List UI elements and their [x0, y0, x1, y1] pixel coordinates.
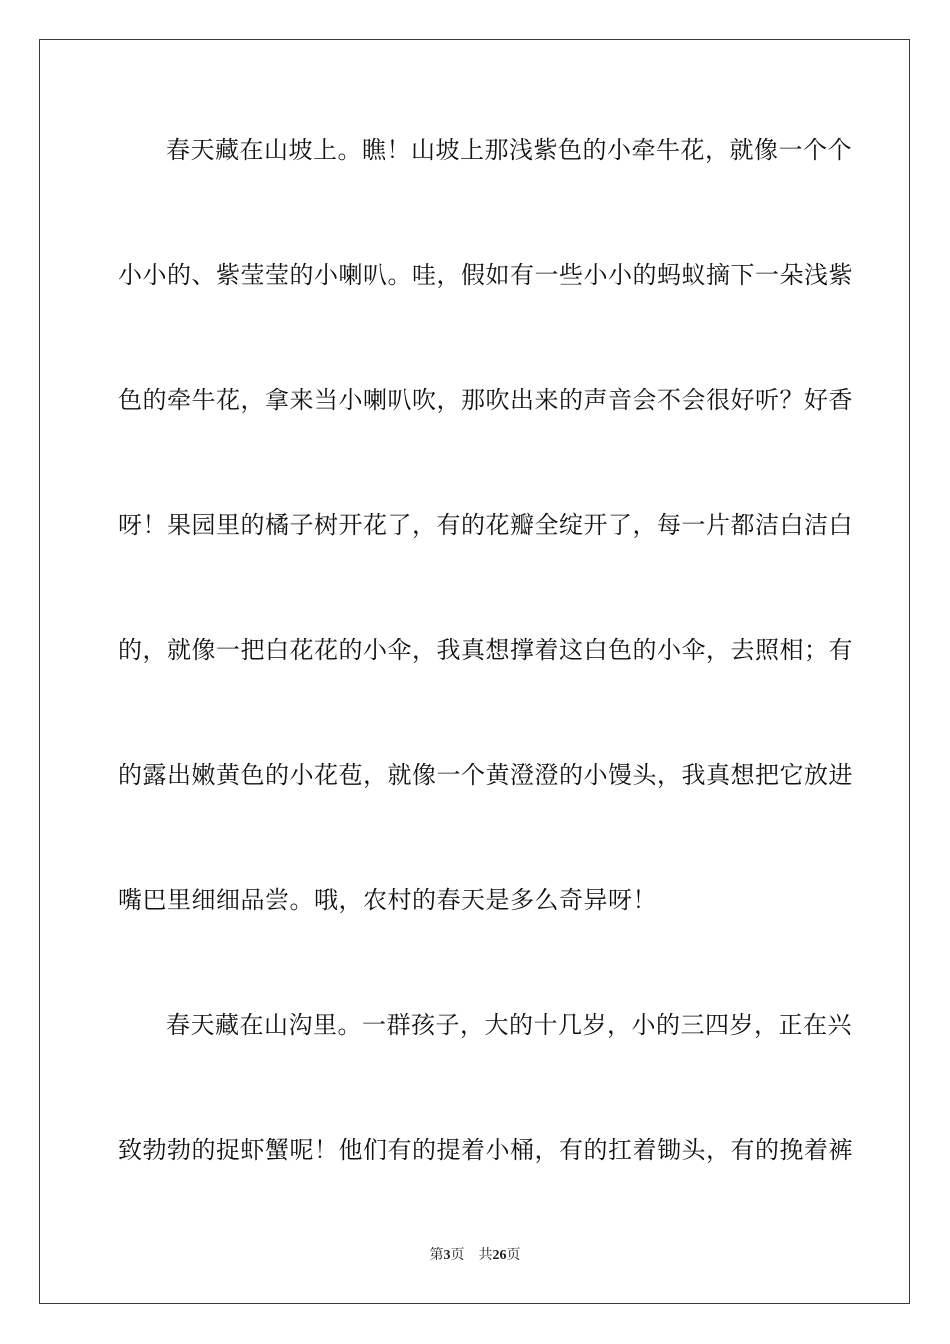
page-prefix: 第	[429, 1247, 444, 1263]
text-line: 呀！果园里的橘子树开花了，有的花瓣全绽开了，每一片都洁白洁白	[118, 511, 853, 539]
total-pages: 26	[492, 1248, 507, 1263]
text-line: 小小的、紫莹莹的小喇叭。哇，假如有一些小小的蚂蚁摘下一朵浅紫	[118, 261, 853, 289]
text-line: 色的牵牛花，拿来当小喇叭吹，那吹出来的声音会不会很好听？好香	[118, 386, 853, 414]
total-prefix: 共	[478, 1247, 493, 1263]
page-border	[39, 39, 910, 1304]
text-line: 春天藏在山沟里。一群孩子，大的十几岁，小的三四岁，正在兴	[166, 1011, 852, 1039]
text-line: 的，就像一把白花花的小伞，我真想撑着这白色的小伞，去照相；有	[118, 636, 853, 664]
text-line: 致勃勃的捉虾蟹呢！他们有的提着小桶，有的扛着锄头，有的挽着裤	[118, 1136, 853, 1164]
page-footer	[0, 1246, 950, 1265]
text-line: 春天藏在山坡上。瞧！山坡上那浅紫色的小牵牛花，就像一个个	[166, 136, 852, 164]
page-suffix: 页	[450, 1247, 465, 1263]
text-line: 嘴巴里细细品尝。哦，农村的春天是多么奇异呀！	[118, 886, 657, 914]
total-suffix: 页	[506, 1247, 521, 1263]
text-line: 的露出嫩黄色的小花苞，就像一个黄澄澄的小馒头，我真想把它放进	[118, 761, 853, 789]
page-number: 3	[443, 1248, 451, 1263]
